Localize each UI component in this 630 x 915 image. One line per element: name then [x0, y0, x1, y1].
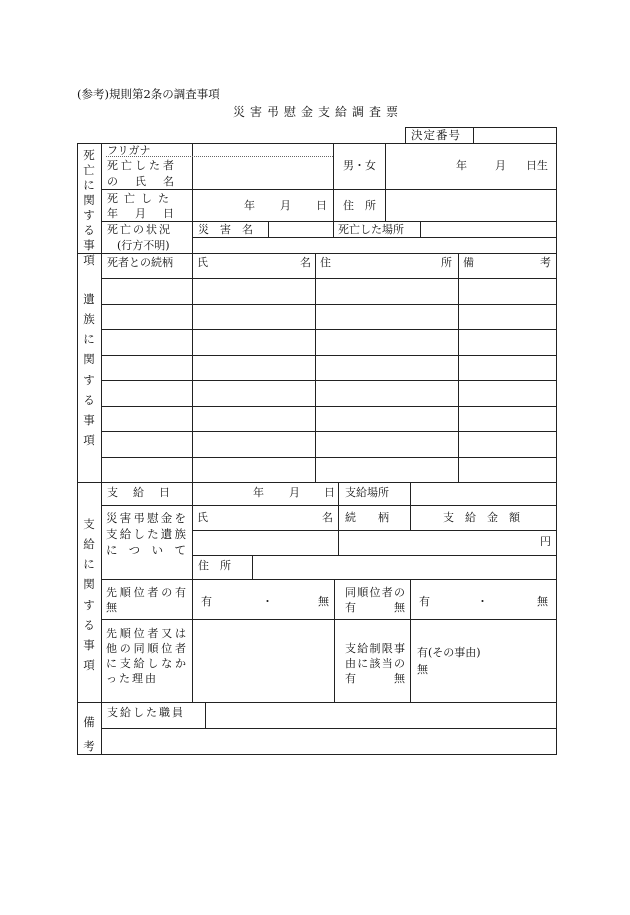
birth-year: 年 [456, 159, 467, 172]
birth-month: 月 [495, 159, 506, 172]
recipient-name-label-b: 名 [322, 511, 333, 524]
decision-number-field[interactable] [476, 130, 552, 141]
deceased-name-field[interactable] [196, 159, 330, 187]
notes-column-header-a: 備 [463, 256, 474, 269]
restriction-no[interactable]: 無 [417, 663, 428, 676]
form-title: 災害弔慰金支給調査票 [233, 105, 404, 119]
name-column-header-b: 名 [300, 256, 311, 269]
recipient-address-label: 住 所 [198, 559, 231, 572]
furigana-label: フリガナ [107, 144, 151, 157]
death-date-label-line2: 年 月 日 [107, 207, 177, 220]
death-date-label-line1: 死亡した [107, 192, 175, 205]
sex-field[interactable]: 男・女 [343, 159, 376, 172]
death-address-field[interactable] [389, 194, 553, 218]
death-date-day: 日 [316, 199, 327, 212]
notes-column-header-b: 考 [540, 256, 551, 269]
restriction-yes[interactable]: 有(その事由) [417, 646, 481, 659]
prior-rank-label: 先順位者の有無 [106, 586, 188, 614]
disaster-name-label: 災 害 名 [198, 223, 253, 236]
amount-label: 支 給 金 額 [443, 511, 520, 524]
disaster-name-field[interactable] [271, 223, 329, 235]
remarks-field[interactable] [105, 731, 553, 751]
remarks-section-label: 備考 [83, 715, 95, 754]
relation-column-header: 死者との続柄 [107, 256, 173, 269]
name-label-line2: の 氏 名 [107, 175, 177, 188]
address-column-header-a: 住 [320, 256, 331, 269]
death-date-year: 年 [244, 199, 255, 212]
family-section-label: 遺族に関する事項 [83, 292, 95, 447]
relation-field[interactable] [342, 533, 406, 552]
staff-label: 支給した職員 [107, 706, 185, 719]
death-place-label: 死亡した場所 [338, 223, 404, 236]
recipient-name-field[interactable] [196, 533, 335, 552]
payment-section-label: 支給に関する事項 [83, 517, 95, 672]
yen-unit: 円 [540, 535, 551, 548]
non-payment-reason-field[interactable] [196, 623, 330, 699]
birth-day: 日生 [526, 159, 548, 172]
payment-date-month: 月 [289, 486, 300, 499]
reference-note: (参考)規則第2条の調査事項 [77, 87, 220, 101]
missing-label: (行方不明) [117, 239, 170, 252]
same-no[interactable]: 無 [537, 595, 548, 608]
same-rank-label: 同順位者の有無 [345, 586, 406, 614]
restriction-label: 支給制限事由に該当の有無 [345, 642, 406, 685]
non-payment-reason-label: 先順位者又は他の同順位者に支給しなかった理由 [106, 627, 188, 685]
death-date-month: 月 [280, 199, 291, 212]
death-place-field[interactable] [424, 223, 552, 235]
recipient-label: 災害弔慰金を支給した遺族について [106, 511, 188, 557]
recipient-name-label-a: 氏 [197, 511, 208, 524]
recipient-address-field[interactable] [256, 558, 553, 576]
prior-dot: ・ [262, 595, 273, 608]
relation-label: 続 柄 [345, 511, 389, 524]
prior-yes[interactable]: 有 [201, 595, 212, 608]
death-address-label: 住 所 [343, 199, 376, 212]
payment-date-label: 支 給 日 [107, 486, 172, 499]
name-label-line1: 死亡した者 [107, 159, 177, 172]
same-yes[interactable]: 有 [419, 595, 430, 608]
death-section-label: 死亡に関する事項 [83, 148, 95, 267]
death-status-label: 死亡の状況 [107, 223, 172, 236]
payment-place-label: 支給場所 [345, 486, 389, 499]
same-dot: ・ [477, 595, 488, 608]
payment-place-field[interactable] [414, 485, 553, 501]
decision-number-label: 決定番号 [411, 128, 461, 142]
staff-field[interactable] [209, 705, 553, 725]
prior-no[interactable]: 無 [318, 595, 329, 608]
address-column-header-b: 所 [441, 256, 452, 269]
payment-date-year: 年 [253, 486, 264, 499]
payment-date-day: 日 [324, 486, 335, 499]
name-column-header-a: 氏 [197, 256, 208, 269]
